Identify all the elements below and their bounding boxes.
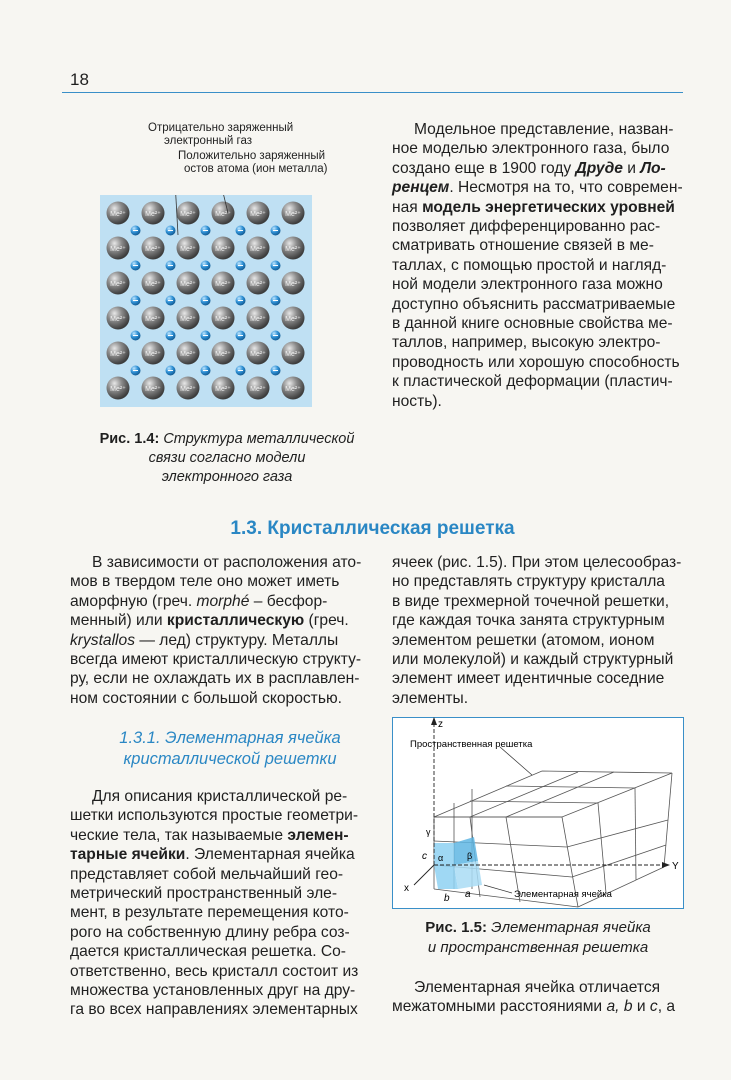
unit-cell-paragraph: Для описания кристаллической ре- шетки используются простые геометри- ческие тела, так называемые элемен- тарные ячейки. Элементарная ячейка представляет собой мельчайший гео- метрический пространственный эле- мент, в результате перемещения кото- рого на собственную длину ребра соз- дается кристаллическая решетка. Со- ответственно, весь кристалл состоит из множества установленных друг на дру- га во всех направлениях элементарных — [70, 788, 359, 1019]
electron — [166, 331, 176, 341]
ion-label: Me²⁺ — [110, 351, 126, 358]
ion-core — [282, 237, 305, 260]
subsection-heading: 1.3.1. Элементарная ячейка кристаллической решетки — [119, 729, 341, 768]
fig15-unit-cell-face — [434, 843, 454, 865]
ion-label: Me²⁺ — [215, 246, 231, 253]
electron — [271, 366, 281, 376]
ion-label: Me²⁺ — [180, 351, 196, 358]
fig14-label-electron-gas: Отрицательно заряженный электронный газ — [148, 122, 294, 147]
electron — [131, 296, 141, 306]
fig15-lattice-diagram — [392, 717, 684, 909]
ion-core — [212, 202, 235, 225]
ion-core — [247, 342, 270, 365]
ion-core — [177, 377, 200, 400]
electron — [201, 296, 211, 306]
ion-core — [282, 307, 305, 330]
ion-label: Me²⁺ — [145, 386, 161, 393]
ion-label: Me²⁺ — [180, 386, 196, 393]
ion-core — [282, 342, 305, 365]
ion-label: Me²⁺ — [180, 211, 196, 218]
ion-core — [107, 202, 130, 225]
electron — [236, 226, 246, 236]
ion-core — [282, 202, 305, 225]
fig15-alpha: α — [438, 853, 444, 863]
electron — [236, 261, 246, 271]
fig15-label-cell: Элементарная ячейка — [514, 889, 612, 900]
ion-label: Me²⁺ — [285, 316, 301, 323]
ion-label: Me²⁺ — [180, 316, 196, 323]
header-rule — [62, 92, 683, 93]
ion-core — [247, 237, 270, 260]
ion-label: Me²⁺ — [180, 246, 196, 253]
ion-core — [212, 377, 235, 400]
fig14-caption: Рис. 1.4: Структура металлической связи согласно модели электронного газа — [99, 431, 355, 485]
ion-core — [212, 307, 235, 330]
ion-label: Me²⁺ — [110, 246, 126, 253]
ion-core — [107, 272, 130, 295]
electron — [166, 261, 176, 271]
ion-core — [107, 342, 130, 365]
fig15-beta: β — [467, 851, 473, 861]
ion-label: Me²⁺ — [285, 386, 301, 393]
fig15-axis-z-label: z — [438, 719, 443, 730]
unit-cell-distances-paragraph: Элементарная ячейка отличается межатомными расстояниями a, b и c, а — [392, 979, 676, 1016]
ion-core — [107, 237, 130, 260]
ion-core — [282, 272, 305, 295]
ion-label: Me²⁺ — [250, 351, 266, 358]
fig15-axis-y-label: Y — [672, 861, 679, 872]
ion-label: Me²⁺ — [145, 211, 161, 218]
electron — [236, 296, 246, 306]
fig15-caption: Рис. 1.5: Элементарная ячейка и пространственная решетка — [425, 919, 651, 956]
electron — [236, 366, 246, 376]
ion-label: Me²⁺ — [250, 246, 266, 253]
electron — [271, 226, 281, 236]
electron — [131, 261, 141, 271]
fig15-c: c — [422, 851, 427, 862]
electron — [166, 296, 176, 306]
ion-label: Me²⁺ — [285, 281, 301, 288]
fig15-unit-cell-front — [434, 865, 458, 889]
crystal-intro-paragraph: В зависимости от расположения ато- мов в твердом теле оно может иметь аморфную (греч. morphé – бесфор- менный) или кристаллическую (греч. krystallos — лед) структуру. Металлы всегда имеют кристаллическую структу- ру, если не охлаждать их в расплавлен- ном состоянии с большой скоростью. — [70, 554, 362, 707]
ion-core — [177, 307, 200, 330]
ion-label: Me²⁺ — [215, 316, 231, 323]
ion-core — [177, 342, 200, 365]
ion-label: Me²⁺ — [110, 281, 126, 288]
ion-core — [247, 202, 270, 225]
fig15-b: b — [444, 893, 450, 904]
ion-core — [177, 237, 200, 260]
ion-label: Me²⁺ — [285, 351, 301, 358]
ion-core — [212, 237, 235, 260]
ion-core — [142, 307, 165, 330]
electron — [201, 366, 211, 376]
section-heading: 1.3. Кристаллическая решетка — [230, 518, 515, 539]
ion-core — [212, 272, 235, 295]
electron — [201, 261, 211, 271]
ion-label: Me²⁺ — [285, 246, 301, 253]
fig14-label-ion-core: Положительно заряженный остов атома (ион металла) — [178, 150, 328, 175]
ion-core — [142, 377, 165, 400]
ion-core — [142, 202, 165, 225]
fig15-gamma: γ — [426, 827, 431, 837]
ion-core — [247, 272, 270, 295]
ion-core — [142, 237, 165, 260]
ion-label: Me²⁺ — [250, 386, 266, 393]
ion-label: Me²⁺ — [215, 281, 231, 288]
ion-label: Me²⁺ — [145, 246, 161, 253]
electron — [271, 331, 281, 341]
ion-label: Me²⁺ — [215, 211, 231, 218]
electron — [166, 226, 176, 236]
electron — [201, 226, 211, 236]
ion-label: Me²⁺ — [250, 211, 266, 218]
electron — [201, 331, 211, 341]
ion-label: Me²⁺ — [285, 211, 301, 218]
crystal-continued-paragraph: ячеек (рис. 1.5). При этом целесообраз- но представлять структуру кристалла в виде трехмерной точечной решетки, где каждая точка занята структурным элементом решетки (атомом, ионом или молекулой) и каждый структурный элемент имеет идентичные соседние элементы. — [392, 554, 682, 707]
ion-label: Me²⁺ — [215, 386, 231, 393]
fig15-a: a — [465, 889, 471, 900]
ion-core — [177, 272, 200, 295]
electron — [271, 261, 281, 271]
ion-label: Me²⁺ — [110, 211, 126, 218]
electron — [131, 366, 141, 376]
ion-label: Me²⁺ — [215, 351, 231, 358]
ion-core — [247, 377, 270, 400]
ion-label: Me²⁺ — [110, 386, 126, 393]
electron — [166, 366, 176, 376]
ion-core — [282, 377, 305, 400]
ion-core — [177, 202, 200, 225]
ion-core — [107, 377, 130, 400]
fig15-label-lattice: Пространственная решетка — [410, 739, 533, 750]
electron — [131, 226, 141, 236]
ion-core — [107, 307, 130, 330]
ion-label: Me²⁺ — [145, 281, 161, 288]
ion-label: Me²⁺ — [145, 316, 161, 323]
ion-core — [142, 272, 165, 295]
ion-label: Me²⁺ — [250, 316, 266, 323]
electron — [271, 296, 281, 306]
electron — [236, 331, 246, 341]
ion-core — [212, 342, 235, 365]
ion-core — [142, 342, 165, 365]
fig14-electron-gas-lattice — [100, 195, 312, 407]
ion-core — [247, 307, 270, 330]
ion-label: Me²⁺ — [180, 281, 196, 288]
fig15-axis-x-label: x — [404, 883, 409, 894]
intro-paragraph: Модельное представление, назван- ное моделью электронного газа, было создано еще в 1900 году Друде и Ло- ренцем. Несмотря на то, что современ- ная модель энергетических уровней позволяет дифференцированно рас- сматривать отношение связей в ме- таллах, с помощью простой и нагляд- ной модели электронного газа можно доступно объяснить рассматриваемые в данной книге основные свойства ме- таллов, например, высокую электро- проводность или хорошую способность к пластической деформации (пластич- ность). — [392, 121, 683, 410]
page-number: 18 — [70, 70, 89, 89]
ion-label: Me²⁺ — [145, 351, 161, 358]
ion-label: Me²⁺ — [250, 281, 266, 288]
electron — [131, 331, 141, 341]
ion-label: Me²⁺ — [110, 316, 126, 323]
